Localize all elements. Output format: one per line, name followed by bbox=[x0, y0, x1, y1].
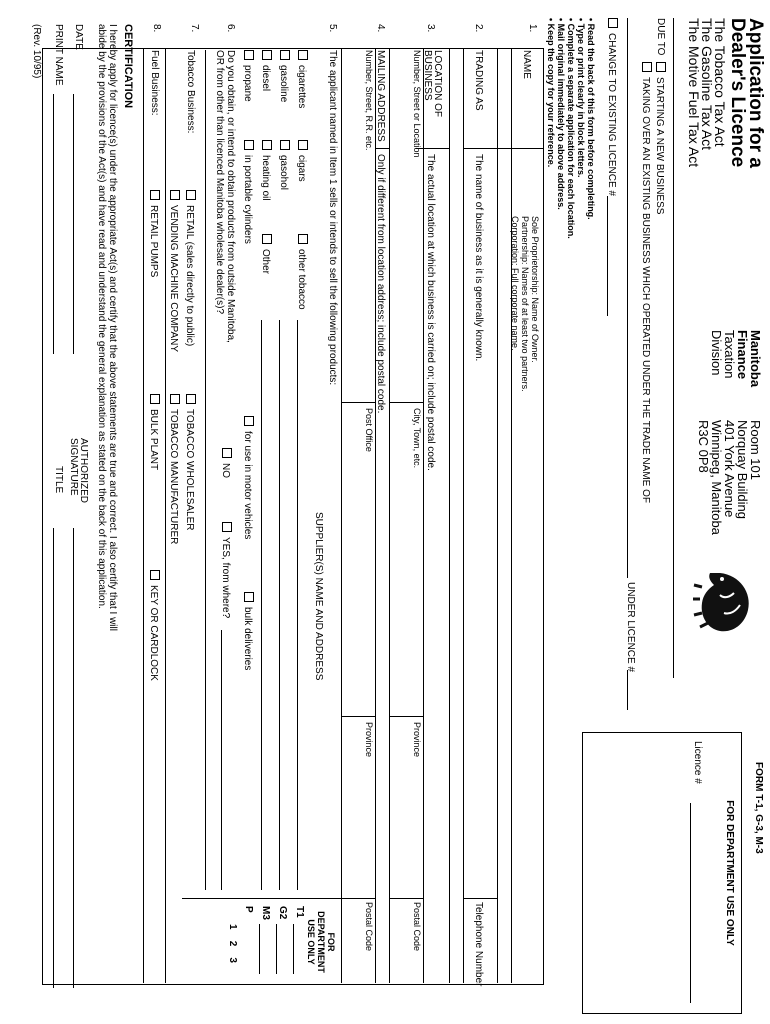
row-divider bbox=[497, 48, 498, 983]
mailing-address-block bbox=[697, 420, 762, 535]
product-other-tobacco[interactable]: other tobacco bbox=[296, 234, 308, 310]
under-licence-label: UNDER LICENCE # bbox=[625, 582, 636, 673]
location-help: The actual location at which business is carried on; include postal code. bbox=[425, 154, 436, 471]
propane-checkbox[interactable] bbox=[244, 50, 254, 60]
act-gasoline: The Gasoline Tax Act bbox=[699, 18, 715, 151]
licence-number-label: Licence # bbox=[692, 741, 703, 784]
product-portable-cylinders[interactable]: in portable cylinders bbox=[242, 140, 254, 244]
revision-note: (Rev. 10/95) bbox=[31, 24, 42, 79]
dept-finance: Finance bbox=[735, 330, 750, 380]
answer-yes[interactable]: YES, from where? bbox=[220, 522, 232, 618]
manitoba-bison-logo-icon bbox=[692, 565, 760, 640]
section4-number: 4. bbox=[375, 24, 386, 33]
tobacco-retail-checkbox[interactable] bbox=[186, 190, 196, 200]
name-label: NAME bbox=[521, 50, 532, 79]
bulk-plant-option[interactable]: BULK PLANT bbox=[148, 394, 160, 470]
dept-taxation: Taxation bbox=[722, 330, 737, 379]
acts-list bbox=[687, 18, 726, 167]
instruction-item: • Read the back of this form before completing. bbox=[586, 18, 596, 220]
option-new-business[interactable] bbox=[654, 62, 666, 214]
location-province-label: Province bbox=[412, 722, 422, 758]
code-line[interactable] bbox=[276, 924, 277, 974]
tobacco-business-label: Tobacco Business: bbox=[185, 50, 196, 134]
print-name-line[interactable] bbox=[53, 94, 54, 354]
row-divider bbox=[389, 48, 390, 983]
code-p: P bbox=[243, 906, 254, 913]
tobacco-wholesaler-checkbox[interactable] bbox=[186, 394, 196, 404]
change-licence-checkbox[interactable] bbox=[608, 18, 618, 28]
tobacco-manufacturer-option[interactable]: TOBACCO MANUFACTURER bbox=[168, 394, 180, 544]
heating-oil-checkbox[interactable] bbox=[262, 140, 272, 150]
col-divider bbox=[342, 402, 376, 403]
title-line[interactable] bbox=[53, 528, 54, 988]
retail-pumps-option[interactable]: RETAIL PUMPS bbox=[148, 190, 160, 277]
other-tobacco-checkbox[interactable] bbox=[298, 234, 308, 244]
key-cardlock-checkbox[interactable] bbox=[150, 570, 160, 580]
col-divider bbox=[182, 898, 342, 899]
section2-number: 2. bbox=[473, 24, 484, 33]
date-label: DATE bbox=[73, 24, 84, 50]
retail-pumps-checkbox[interactable] bbox=[150, 190, 160, 200]
row-divider bbox=[143, 48, 144, 983]
takeover-label: TAKING OVER AN EXISTING BUSINESS WHICH OPERATED UNDER THE TRADE NAME OF bbox=[640, 77, 651, 503]
instruction-item: • Keep the copy for your reference. bbox=[546, 18, 556, 168]
title-label: TITLE bbox=[53, 466, 64, 494]
product-cigarettes[interactable]: cigarettes bbox=[296, 50, 308, 108]
title-line-2: Dealer's Licence bbox=[727, 18, 748, 168]
mailing-street-label: Number, Street, R.R. etc. bbox=[364, 50, 374, 151]
location-street-label: Number, Street or Location bbox=[412, 50, 422, 158]
addr-street: 401 York Avenue bbox=[722, 420, 737, 518]
diesel-supplier-line[interactable] bbox=[261, 320, 262, 890]
product-cigars[interactable]: cigars bbox=[296, 140, 308, 182]
col-divider bbox=[390, 716, 424, 717]
section6-number: 6. bbox=[225, 24, 236, 33]
addr-room: Room 101 bbox=[748, 420, 763, 480]
certification-text: I hereby apply for licence(s) under the appropriate Act(s) and certify that the above statements are true and correct. I also certify that I will abide by the provisions of the Act(s) and have read and understand the general explanation as stated on the back of this application. bbox=[96, 24, 118, 631]
row-divider bbox=[375, 48, 376, 983]
title-line-1: Application for a bbox=[745, 18, 766, 168]
row-divider bbox=[165, 48, 166, 983]
product-gasoline[interactable]: gasoline bbox=[278, 50, 290, 102]
print-name-label: PRINT NAME bbox=[53, 24, 64, 86]
product-diesel[interactable]: diesel bbox=[260, 50, 272, 91]
trading-as-help: The name of business as it is generally known. bbox=[473, 154, 484, 362]
takeover-checkbox[interactable] bbox=[642, 62, 652, 72]
instruction-item: • Complete a separate application for each location. bbox=[566, 18, 576, 239]
col-divider bbox=[390, 898, 424, 899]
section5-number: 5. bbox=[327, 24, 338, 33]
code-m3: M3 bbox=[260, 906, 271, 920]
existing-licence-line[interactable] bbox=[607, 196, 608, 316]
form-title bbox=[728, 18, 764, 168]
department-block bbox=[710, 330, 762, 387]
outside-sources-line[interactable] bbox=[205, 50, 206, 890]
vending-machine-option[interactable]: VENDING MACHINE COMPANY bbox=[168, 190, 180, 352]
telephone-label: Telephone Number bbox=[473, 902, 484, 987]
col-divider bbox=[464, 898, 498, 899]
key-cardlock-option[interactable]: KEY OR CARDLOCK bbox=[148, 570, 160, 681]
mailing-province-label: Province bbox=[364, 722, 374, 758]
col-divider bbox=[376, 148, 390, 149]
vending-machine-checkbox[interactable] bbox=[170, 190, 180, 200]
tobacco-supplier-line[interactable] bbox=[297, 320, 298, 890]
gasohol-checkbox[interactable] bbox=[280, 140, 290, 150]
addr-postal: R3C 0P8 bbox=[696, 420, 711, 473]
signature-label: AUTHORIZED SIGNATURE bbox=[68, 438, 89, 503]
product-gasohol[interactable]: gasohol bbox=[278, 140, 290, 190]
date-line[interactable] bbox=[73, 94, 74, 354]
certification-title: CERTIFICATION bbox=[122, 24, 134, 109]
under-licence-line[interactable] bbox=[627, 670, 628, 710]
product-heating-oil[interactable]: heating oil bbox=[260, 140, 272, 201]
bulk-plant-checkbox[interactable] bbox=[150, 394, 160, 404]
act-motive-fuel: The Motive Fuel Tax Act bbox=[686, 18, 702, 168]
instruction-item: • Mail original immediately to above address. bbox=[556, 18, 566, 210]
dept-division: Division bbox=[709, 330, 724, 376]
cigarettes-checkbox[interactable] bbox=[298, 50, 308, 60]
code-g2: G2 bbox=[277, 906, 288, 920]
cigars-checkbox[interactable] bbox=[298, 140, 308, 150]
new-business-checkbox[interactable] bbox=[656, 62, 666, 72]
row-divider bbox=[449, 48, 450, 983]
portable-cylinders-checkbox[interactable] bbox=[244, 140, 254, 150]
instruction-item: • Type or print clearly in block letters. bbox=[576, 18, 586, 178]
location-city-label: City, Town, etc. bbox=[412, 408, 422, 469]
act-tobacco: The Tobacco Tax Act bbox=[712, 18, 728, 147]
addr-building: Norquay Building bbox=[735, 420, 750, 520]
yes-where-line[interactable] bbox=[221, 630, 222, 890]
col-divider bbox=[498, 148, 544, 149]
diesel-checkbox[interactable] bbox=[262, 50, 272, 60]
fuel-business-label: Fuel Business: bbox=[149, 50, 160, 116]
tobacco-manufacturer-checkbox[interactable] bbox=[170, 394, 180, 404]
code-line[interactable] bbox=[293, 924, 294, 974]
location-label: LOCATION OF BUSINESS bbox=[422, 50, 443, 118]
yes-checkbox[interactable] bbox=[222, 522, 232, 532]
trading-as-label: TRADING AS bbox=[473, 50, 484, 111]
name-field[interactable] bbox=[512, 520, 540, 982]
section1-number: 1. bbox=[527, 24, 538, 33]
tobacco-retail-option[interactable]: RETAIL (sales directly to public) bbox=[184, 190, 196, 346]
dept-product-codes bbox=[240, 906, 308, 920]
licence-number-line bbox=[690, 803, 691, 1003]
section3-number: 3. bbox=[425, 24, 436, 33]
option-change-licence[interactable] bbox=[606, 18, 618, 196]
products-dept-use-title: FOR DEPARTMENT USE ONLY bbox=[306, 911, 336, 973]
gasoline-checkbox[interactable] bbox=[280, 50, 290, 60]
mailing-address-label: MAILING ADDRESS bbox=[375, 50, 386, 142]
dept-manitoba: Manitoba bbox=[748, 330, 763, 388]
supplier-header: SUPPLIER(S) NAME AND ADDRESS bbox=[313, 512, 324, 681]
header-divider bbox=[673, 18, 674, 678]
tobacco-wholesaler-option[interactable]: TOBACCO WHOLESALER bbox=[184, 394, 196, 531]
dept-use-title: FOR DEPARTMENT USE ONLY bbox=[724, 800, 735, 946]
row-divider bbox=[341, 48, 342, 983]
col-divider bbox=[390, 402, 424, 403]
product-other[interactable]: Other bbox=[260, 234, 272, 274]
trade-name-line[interactable] bbox=[627, 18, 628, 578]
col-divider bbox=[342, 716, 376, 717]
instructions-list bbox=[546, 18, 596, 239]
name-help: Sole Proprietorship: Name of Owner. Partnership: Names of at least two partners. Corporation: Full corporate name. bbox=[510, 216, 540, 392]
products-intro: The applicant named in Item 1 sells or intends to sell the following products: bbox=[327, 50, 338, 386]
mailing-postal-label: Postal Code bbox=[364, 902, 374, 952]
answer-no[interactable]: NO bbox=[220, 448, 232, 478]
no-checkbox[interactable] bbox=[222, 448, 232, 458]
col-divider bbox=[342, 898, 376, 899]
mailing-post-office-label: Post Office bbox=[364, 408, 374, 452]
motor-vehicles-checkbox[interactable] bbox=[244, 416, 254, 426]
outside-manitoba-question: Do you obtain, or intend to obtain products from outside Manitoba, OR from other than licenced Manitoba wholesale dealer(s)? bbox=[214, 50, 236, 343]
section8-number: 8. bbox=[151, 24, 162, 33]
due-to-label: DUE TO bbox=[655, 18, 666, 56]
section7-number: 7. bbox=[189, 24, 200, 33]
product-bulk-deliveries[interactable]: bulk deliveries bbox=[242, 592, 254, 670]
change-licence-label: CHANGE TO EXISTING LICENCE # bbox=[606, 33, 617, 197]
signature-line[interactable] bbox=[73, 528, 74, 988]
department-use-box bbox=[582, 732, 742, 1014]
other-product-checkbox[interactable] bbox=[262, 234, 272, 244]
form-number: FORM T-1, G-3, M-3 bbox=[753, 762, 764, 854]
product-propane[interactable]: propane bbox=[242, 50, 254, 102]
code-line[interactable] bbox=[259, 924, 260, 974]
row-divider bbox=[423, 48, 424, 983]
location-postal-label: Postal Code bbox=[412, 902, 422, 952]
new-business-label: STARTING A NEW BUSINESS bbox=[654, 77, 665, 215]
code-t1: T1 bbox=[294, 906, 305, 918]
p-code-numbers: 1 2 3 bbox=[227, 924, 238, 963]
bulk-deliveries-checkbox[interactable] bbox=[244, 592, 254, 602]
mailing-address-help: Only if different from location address; include postal code. bbox=[375, 154, 386, 414]
product-motor-vehicles[interactable]: for use in motor vehicles bbox=[242, 416, 254, 539]
col-divider bbox=[464, 148, 498, 149]
gasoline-supplier-line[interactable] bbox=[279, 320, 280, 890]
addr-city: Winnipeg, Manitoba bbox=[709, 420, 724, 535]
row-divider bbox=[511, 48, 512, 983]
option-takeover[interactable] bbox=[640, 62, 652, 503]
row-divider bbox=[463, 48, 464, 983]
